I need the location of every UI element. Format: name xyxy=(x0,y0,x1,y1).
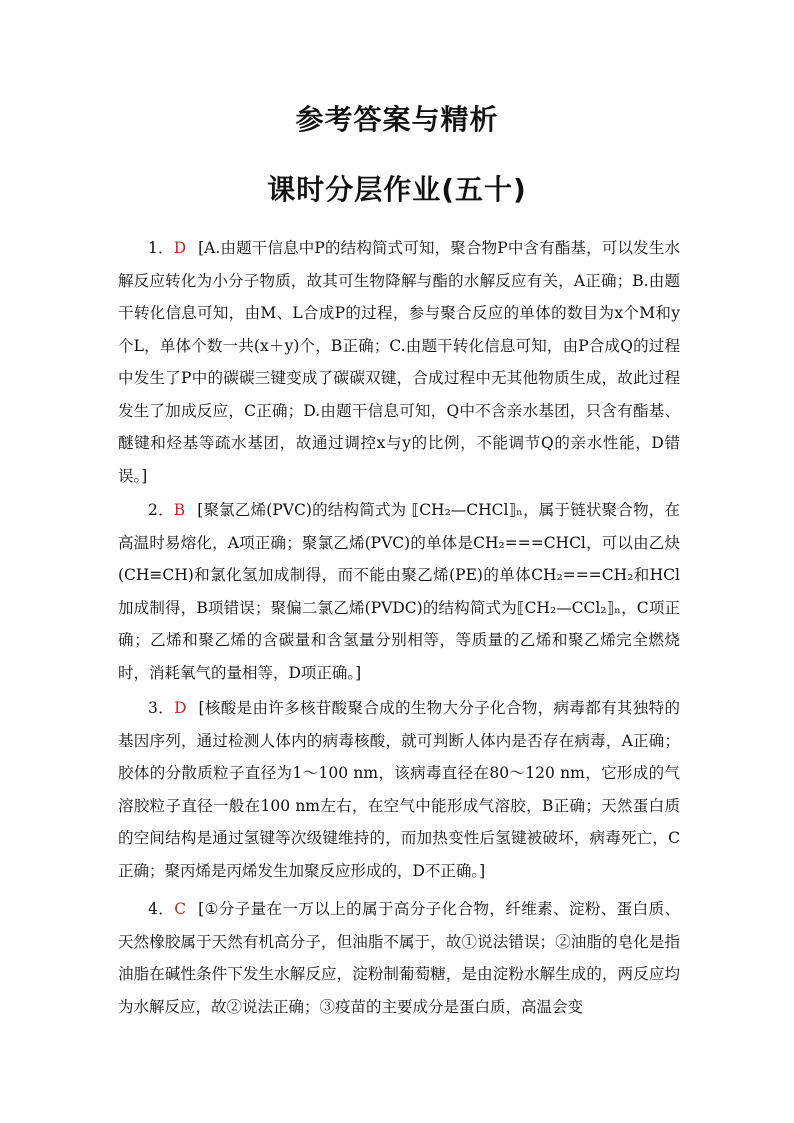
question-number: 1． xyxy=(148,239,174,257)
answer-item-1 xyxy=(118,232,680,492)
answer-paragraph xyxy=(118,232,680,492)
answer-item-2 xyxy=(118,494,680,689)
answer-explanation: [核酸是由许多核苷酸聚合成的生物大分子化合物，病毒都有其独特的基因序列，通过检测人体内的病毒核酸，就可判断人体内是否存在病毒，A正确；胶体的分散质粒子直径为1～100 nm，该病毒直径在80～120 nm，它形成的气溶胶粒子直径一般在100 nm左右，在空气中能形成气溶胶，B正确；天然蛋白质的空间结构是通过氢键等次级键维持的，而加热变性后氢键被破坏，病毒死亡，C正确；聚丙烯是丙烯发生加聚反应形成的，D不正确。] xyxy=(118,699,680,880)
page-title: 参考答案与精析 xyxy=(295,103,499,136)
answer-paragraph xyxy=(118,494,680,689)
question-number: 3． xyxy=(148,699,175,717)
answer-letter: D xyxy=(174,699,187,717)
answer-item-4 xyxy=(118,893,680,1023)
answer-paragraph xyxy=(118,893,680,1023)
answer-explanation: [聚氯乙烯(PVC)的结构简式为 ⟦CH₂—CHCl⟧ₙ，属于链状聚合物，在高温时易熔化，A项正确；聚氯乙烯(PVC)的单体是CH₂===CHCl，可以由乙炔(CH≡CH)和氯化氢加成制得，而不能由聚乙烯(PE)的单体CH₂===CH₂和HCl加成制得，B项错误；聚偏二氯乙烯(PVDC)的结构简式为⟦CH₂—CCl₂⟧ₙ，C项正确；乙烯和聚乙烯的含碳量和含氢量分别相等，等质量的乙烯和聚乙烯完全燃烧时，消耗氧气的量相等，D项正确。] xyxy=(118,501,680,682)
answer-explanation: [①分子量在一万以上的属于高分子化合物，纤维素、淀粉、蛋白质、天然橡胶属于天然有机高分子，但油脂不属于，故①说法错误；②油脂的皂化是指油脂在碱性条件下发生水解反应，淀粉制葡萄糖，是由淀粉水解生成的，两反应均为水解反应，故②说法正确；③疫苗的主要成分是蛋白质，高温会变 xyxy=(118,900,680,1016)
question-number: 2． xyxy=(148,501,174,519)
answer-letter: C xyxy=(174,900,187,918)
answer-letter: D xyxy=(173,239,187,257)
answer-item-3 xyxy=(118,692,680,887)
question-number: 4． xyxy=(148,900,175,918)
answer-explanation: [A.由题干信息中P的结构简式可知，聚合物P中含有酯基，可以发生水解反应转化为小分子物质，故其可生物降解与酯的水解反应有关，A正确；B.由题干转化信息可知，由M、L合成P的过程，参与聚合反应的单体的数目为x个M和y个L，单体个数一共(x＋y)个，B正确；C.由题干转化信息可知，由P合成Q的过程中发生了P中的碳碳三键变成了碳碳双键，合成过程中无其他物质生成，故此过程发生了加成反应，C正确；D.由题干信息可知，Q中不含亲水基团，只含有酯基、醚键和烃基等疏水基团，故通过调控x与y的比例，不能调节Q的亲水性能，D错误。] xyxy=(118,239,680,485)
answer-paragraph xyxy=(118,692,680,887)
page-subtitle: 课时分层作业(五十) xyxy=(267,173,527,206)
answer-letter: B xyxy=(173,501,186,519)
